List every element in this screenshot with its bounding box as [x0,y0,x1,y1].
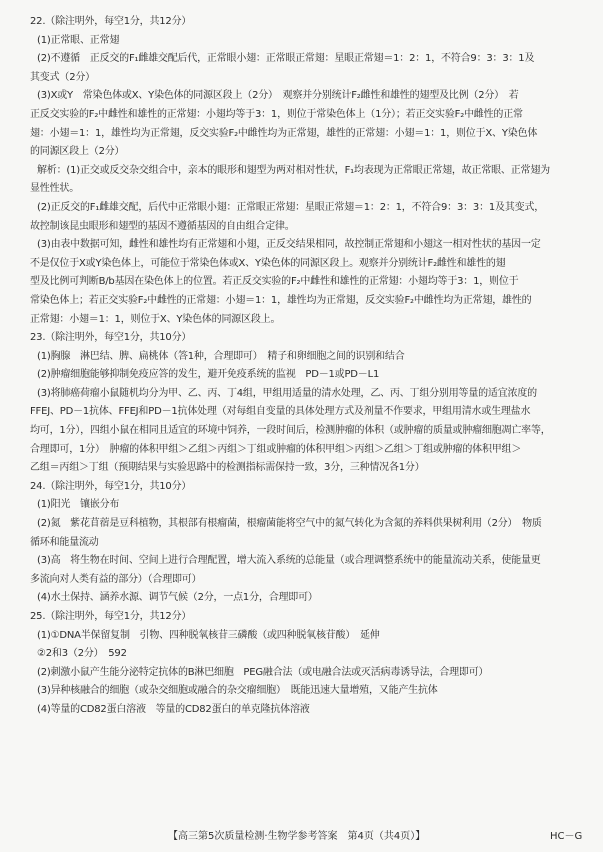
q25-answer-line: (3)异种核融合的细胞（或杂交细胞或融合的杂交瘤细胞） 既能迅速大量增殖，又能产生抗体 [37,685,438,697]
q23-answer-line: (1)胸腺 淋巴结、脾、扁桃体（答1种，合理即可） 精子和卵细胞之间的识别和结合 [37,350,405,362]
q22-explanation-line: 显性性状。 [30,183,79,195]
q22-explanation-line: (3)由表中数据可知，雌性和雄性均有正常翅和小翅，正反交结果相同，故控制正常翅和小翅这一相对性状的基因一定 [37,239,541,251]
q22-explanation-line: 型及比例可判断B/b基因在染色体上的位置。若正反交实验的F₂中雌性和雄性的正常翅：小翅均等于3：1，则位于 [30,276,519,288]
q22-answer-line: 其变式（2分） [30,71,95,83]
q22-explanation-line: 不是仅位于X或Y染色体上，可能位于常染色体或X、Y染色体的同源区段上。观察并分别统计F₂雌性和雄性的翅 [30,257,506,269]
q23-answer-line: 乙组＝丙组＞丁组（预期结果与实验思路中的检测指标需保持一致，3分，三种情况各1分） [30,462,425,474]
q22-answer-line: 正反交实验的F₂中雌性和雄性的正常翅：小翅均等于3：1，则位于常染色体上（1分）；若正交实验F₂中雌性的正常 [30,108,523,120]
q24-answer-line: (2)氮 紫花苜蓿是豆科植物，其根部有根瘤菌，根瘤菌能将空气中的氮气转化为含氮的养料供果树利用（2分） 物质 [37,518,542,530]
q22-explanation-line: (2)正反交的F₁雌雄交配，后代中正常眼小翅：正常眼正常翅：星眼正常翅＝1：2：1，不符合9：3：3：1及其变式， [37,201,545,213]
q25-answer-line: (2)刺激小鼠产生能分泌特定抗体的B淋巴细胞 PEG融合法（或电融合法或灭活病毒诱导法，合理即可） [37,666,489,678]
q25-answer-line: (1)①DNA半保留复制 引物、四种脱氧核苷三磷酸（或四种脱氧核苷酸） 延伸 [37,629,380,641]
q24-answer-line: (4)水土保持、涵养水源、调节气候（2分，一点1分，合理即可） [37,592,318,604]
q24-answer-line: (1)阳光 镶嵌分布 [37,499,120,511]
q22-explanation-line: 解析：(1)正交或反交杂交组合中，亲本的眼形和翅型为两对相对性状，F₁均表现为正常眼正常翅，故正常眼、正常翅为 [37,164,550,176]
page-footer [0,828,603,846]
q22-explanation-line: 正常翅：小翅＝1：1，则位于X、Y染色体的同源区段上。 [30,313,281,325]
q25-answer-line: ②2和3（2分） 592 [37,648,127,660]
q23-answer-line: FFEJ、PD－1抗体、FFEJ和PD－1抗体处理（对每组自变量的具体处理方式及剂量不作要求，甲组用清水或生理盐水 [30,406,531,418]
q22-answer-line: (3)X或Y 常染色体或X、Y染色体的同源区段上（2分） 观察并分别统计F₂雌性和雄性的翅型及比例（2分） 若 [37,90,519,102]
q23-answer-line: 合理即可，1分） 肿瘤的体积甲组＞乙组＞丙组＞丁组或肿瘤的体积甲组＞丙组＞乙组＞丁组或肿瘤的体积甲组＞ [30,443,522,455]
q25-answer-line: (4)等量的CD82蛋白溶液 等量的CD82蛋白的单克隆抗体溶液 [37,703,310,715]
footer-title: 【高三第5次质量检测·生物学参考答案 第4页（共4页）】 [168,831,426,842]
q23-answer-line: (2)肿瘤细胞能够抑制免疫应答的发生，避开免疫系统的监视 PD－1或PD－L1 [37,369,380,381]
q23-answer-line: 均可，1分），四组小鼠在相同且适宜的环境中饲养，一段时间后，检测肿瘤的体积（或肿瘤的质量或肿瘤细胞凋亡率等， [30,425,551,437]
footer-code: HC－G [550,831,583,842]
answer-content [30,13,580,720]
q22-answer-line: (2)不遵循 正反交的F₁雌雄交配后代，正常眼小翅：正常眼正常翅：星眼正常翅＝1：2：1，不符合9：3：3：1及 [37,53,535,65]
q22-answer-line: (1)正常眼、正常翅 [37,34,120,46]
q22-heading: 22.（除注明外，每空1分，共12分） [30,16,192,27]
q23-answer-line: (3)将肺癌荷瘤小鼠随机均分为甲、乙、丙、丁4组，甲组用适量的清水处理，乙、丙、丁组分别用等量的适宜浓度的 [37,387,537,399]
q22-answer-line: 的同源区段上（2分） [30,146,125,158]
q24-answer-line: (3)高 将生物在时间、空间上进行合理配置，增大流入系统的总能量（或合理调整系统中的能量流动关系，使能量更 [37,555,541,567]
q25-heading: 25.（除注明外，每空1分，共12分） [30,611,192,622]
q22-answer-line: 翅：小翅＝1：1，雄性均为正常翅，反交实验F₂中雌性均为正常翅，雄性的正常翅：小翅＝1：1，则位于X、Y染色体 [30,127,538,139]
q23-heading: 23.（除注明外，每空1分，共10分） [30,332,192,344]
q22-explanation-line: 常染色体上；若正交实验F₂中雌性的正常翅：小翅＝1：1，雄性均为正常翅，反交实验F₂中雌性均为正常翅，雄性的 [30,294,532,306]
q24-heading: 24.（除注明外，每空1分，共10分） [30,480,192,492]
q22-explanation-line: 故控制该昆虫眼形和翅型的基因不遵循基因的自由组合定律。 [30,220,295,232]
q24-answer-line: 多流向对人类有益的部分）（合理即可） [30,573,202,585]
q24-answer-line: 循环和能量流动 [30,536,99,548]
